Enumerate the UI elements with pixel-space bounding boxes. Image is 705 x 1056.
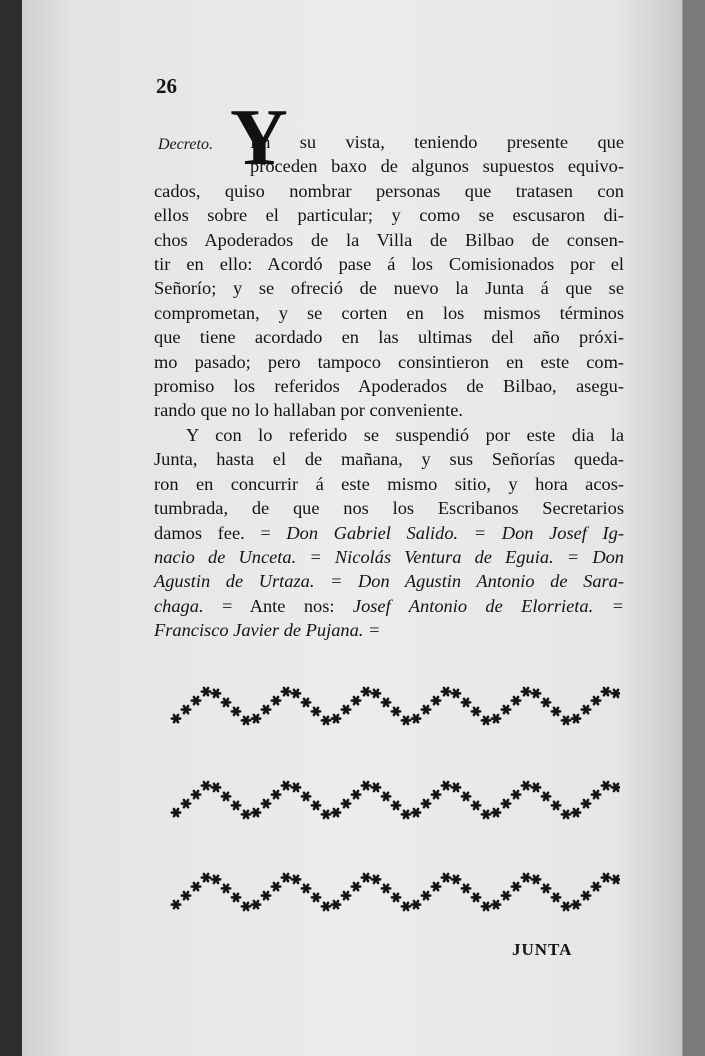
- fleuron-star: [562, 811, 570, 818]
- fleuron-star: [202, 688, 210, 695]
- fleuron-star: [232, 894, 240, 901]
- signature-line: [154, 594, 624, 618]
- fleuron-star: [492, 715, 500, 722]
- fleuron-star: [252, 715, 260, 722]
- fleuron-star: [292, 784, 300, 791]
- fleuron-star: [472, 802, 480, 809]
- fleuron-star: [392, 894, 400, 901]
- fleuron-star: [362, 782, 370, 789]
- fleuron-star: [442, 782, 450, 789]
- fleuron-star: [192, 883, 200, 890]
- fleuron-star: [212, 876, 220, 883]
- fleuron-star: [522, 688, 530, 695]
- fleuron-star: [312, 894, 320, 901]
- fleuron-star: [372, 876, 380, 883]
- right-page-edge: [683, 0, 705, 1056]
- text-line: promiso los referidos Apoderados de Bilbao, asegu-: [154, 376, 624, 397]
- fleuron-star: [372, 690, 380, 697]
- text-line: que tiene acordado en las ultimas del año próxi-: [154, 327, 624, 348]
- fleuron-star: [342, 706, 350, 713]
- catchword: JUNTA: [512, 940, 573, 959]
- fleuron-star: [342, 800, 350, 807]
- fleuron-star: [452, 876, 460, 883]
- fleuron-star: [612, 784, 620, 791]
- fleuron-star: [182, 706, 190, 713]
- text-line: mo pasado; pero tampoco consintieron en este com-: [154, 351, 624, 372]
- fleuron-star: [212, 690, 220, 697]
- fleuron-star: [422, 892, 430, 899]
- fleuron-star: [352, 697, 360, 704]
- fleuron-star: [262, 800, 270, 807]
- fleuron-star: [352, 791, 360, 798]
- fleuron-star: [352, 883, 360, 890]
- fleuron-star: [512, 697, 520, 704]
- fleuron-star: [392, 802, 400, 809]
- fleuron-star: [552, 894, 560, 901]
- text-line: En su vista, teniendo presente que: [250, 132, 624, 152]
- fleuron-star: [572, 809, 580, 816]
- margin-note: Decreto.: [158, 136, 213, 153]
- text-line: ron en concurrir á este mismo sitio, y hora acos-: [154, 473, 624, 494]
- fleuron-star: [372, 784, 380, 791]
- fleuron-star: [342, 892, 350, 899]
- fleuron-star: [562, 903, 570, 910]
- fleuron-star: [532, 784, 540, 791]
- text-line: cados, quiso nombrar personas que tratasen con: [154, 180, 624, 201]
- ornament-band-2: [170, 766, 620, 836]
- fleuron-star: [572, 901, 580, 908]
- fleuron-star: [602, 874, 610, 881]
- fleuron-star: [192, 697, 200, 704]
- fleuron-star: [452, 784, 460, 791]
- signature-line: [154, 569, 624, 593]
- fleuron-star: [482, 811, 490, 818]
- fleuron-star: [512, 791, 520, 798]
- fleuron-star: [492, 901, 500, 908]
- fleuron-star: [192, 791, 200, 798]
- fleuron-star: [542, 885, 550, 892]
- fleuron-star: [172, 901, 180, 908]
- fleuron-star: [332, 809, 340, 816]
- fleuron-star: [402, 811, 410, 818]
- fleuron-star: [272, 697, 280, 704]
- fleuron-star: [222, 885, 230, 892]
- ornament-band-3: [170, 858, 620, 928]
- fleuron-star: [312, 708, 320, 715]
- fleuron-star: [592, 883, 600, 890]
- fleuron-star: [312, 802, 320, 809]
- fleuron-star: [502, 892, 510, 899]
- ornament-band-1: [170, 672, 620, 742]
- signature-italic: Don Gabriel Salido. = Don Josef Ig-: [286, 522, 624, 543]
- fleuron-star: [392, 708, 400, 715]
- fleuron-star: [412, 715, 420, 722]
- fleuron-icon: [170, 766, 620, 836]
- text-line: tumbrada, de que nos los Escribanos Secretarios: [154, 498, 624, 519]
- fleuron-star: [582, 800, 590, 807]
- fleuron-star: [202, 874, 210, 881]
- fleuron-star: [582, 706, 590, 713]
- text-line: tir en ello: Acordó pase á los Comisionados por el: [154, 254, 624, 275]
- fleuron-star: [302, 699, 310, 706]
- fleuron-star: [382, 793, 390, 800]
- fleuron-star: [212, 784, 220, 791]
- fleuron-star: [272, 883, 280, 890]
- fleuron-star: [542, 699, 550, 706]
- fleuron-star: [512, 883, 520, 890]
- signature-plain: damos fee. =: [154, 522, 271, 543]
- fleuron-star: [252, 901, 260, 908]
- fleuron-star: [332, 901, 340, 908]
- fleuron-star: [272, 791, 280, 798]
- fleuron-star: [532, 876, 540, 883]
- fleuron-star: [402, 903, 410, 910]
- text-line: comprometan, y se corten en los mismos términos: [154, 302, 624, 323]
- fleuron-star: [472, 894, 480, 901]
- fleuron-star: [262, 706, 270, 713]
- fleuron-star: [282, 874, 290, 881]
- fleuron-star: [182, 892, 190, 899]
- text-line: Y con lo referido se suspendió por este dia la: [186, 424, 624, 445]
- fleuron-star: [242, 717, 250, 724]
- fleuron-star: [402, 717, 410, 724]
- signature-italic: Agustin de Urtaza. = Don Agustin Antonio de Sara-: [154, 571, 624, 592]
- fleuron-star: [262, 892, 270, 899]
- fleuron-star: [322, 903, 330, 910]
- fleuron-star: [302, 793, 310, 800]
- fleuron-star: [382, 699, 390, 706]
- signature-italic: Josef Antonio de Elorrieta. =: [352, 595, 625, 616]
- book-page: [22, 0, 682, 1056]
- signature-italic: Francisco Javier de Pujana. =: [154, 620, 381, 641]
- fleuron-star: [362, 874, 370, 881]
- fleuron-star: [462, 793, 470, 800]
- fleuron-icon: [170, 858, 620, 928]
- fleuron-star: [612, 690, 620, 697]
- fleuron-star: [222, 793, 230, 800]
- fleuron-star: [452, 690, 460, 697]
- fleuron-star: [172, 809, 180, 816]
- signature-line: [154, 618, 624, 642]
- signature-italic: chaga.: [154, 595, 204, 616]
- fleuron-star: [422, 800, 430, 807]
- text-line: Junta, hasta el de mañana, y sus Señorías queda-: [154, 449, 624, 470]
- text-line: rando que no lo hallaban por conveniente.: [154, 400, 463, 421]
- fleuron-star: [602, 782, 610, 789]
- fleuron-star: [252, 809, 260, 816]
- fleuron-star: [172, 715, 180, 722]
- fleuron-star: [442, 874, 450, 881]
- fleuron-star: [432, 883, 440, 890]
- fleuron-star: [552, 802, 560, 809]
- fleuron-star: [612, 876, 620, 883]
- fleuron-star: [292, 690, 300, 697]
- fleuron-star: [502, 706, 510, 713]
- fleuron-star: [502, 800, 510, 807]
- fleuron-star: [302, 885, 310, 892]
- fleuron-star: [482, 717, 490, 724]
- fleuron-star: [202, 782, 210, 789]
- text-line: ellos sobre el particular; y como se escusaron di-: [154, 205, 624, 226]
- fleuron-star: [532, 690, 540, 697]
- fleuron-star: [522, 782, 530, 789]
- signature-italic: nacio de Unceta. = Nicolás Ventura de Eguia. = Don: [154, 546, 624, 567]
- fleuron-star: [412, 809, 420, 816]
- fleuron-star: [542, 793, 550, 800]
- fleuron-star: [432, 791, 440, 798]
- fleuron-star: [322, 717, 330, 724]
- fleuron-star: [242, 903, 250, 910]
- text-line: Señorío; y se ofreció de nuevo la Junta á que se: [154, 278, 624, 299]
- fleuron-star: [412, 901, 420, 908]
- fleuron-star: [432, 697, 440, 704]
- fleuron-star: [462, 699, 470, 706]
- page-number: 26: [156, 74, 177, 98]
- fleuron-star: [322, 811, 330, 818]
- fleuron-star: [222, 699, 230, 706]
- fleuron-star: [552, 708, 560, 715]
- fleuron-star: [282, 688, 290, 695]
- fleuron-star: [232, 708, 240, 715]
- fleuron-star: [482, 903, 490, 910]
- fleuron-icon: [170, 672, 620, 742]
- fleuron-star: [522, 874, 530, 881]
- fleuron-star: [562, 717, 570, 724]
- fleuron-star: [592, 697, 600, 704]
- body-text: [154, 130, 624, 643]
- fleuron-star: [602, 688, 610, 695]
- fleuron-star: [182, 800, 190, 807]
- fleuron-star: [422, 706, 430, 713]
- fleuron-star: [242, 811, 250, 818]
- drop-cap: Y: [230, 94, 288, 182]
- fleuron-star: [382, 885, 390, 892]
- fleuron-star: [362, 688, 370, 695]
- signature-line: [154, 521, 624, 545]
- left-page-edge: [0, 0, 22, 1056]
- signature-line: [154, 545, 624, 569]
- fleuron-star: [282, 782, 290, 789]
- text-line: proceden baxo de algunos supuestos equivo-: [250, 156, 624, 177]
- fleuron-star: [492, 809, 500, 816]
- fleuron-star: [292, 876, 300, 883]
- fleuron-star: [442, 688, 450, 695]
- fleuron-star: [332, 715, 340, 722]
- fleuron-star: [582, 892, 590, 899]
- fleuron-star: [462, 885, 470, 892]
- fleuron-star: [232, 802, 240, 809]
- fleuron-star: [472, 708, 480, 715]
- signature-plain: = Ante nos:: [203, 595, 353, 616]
- fleuron-star: [572, 715, 580, 722]
- text-line: chos Apoderados de la Villa de Bilbao de consen-: [154, 229, 624, 250]
- fleuron-star: [592, 791, 600, 798]
